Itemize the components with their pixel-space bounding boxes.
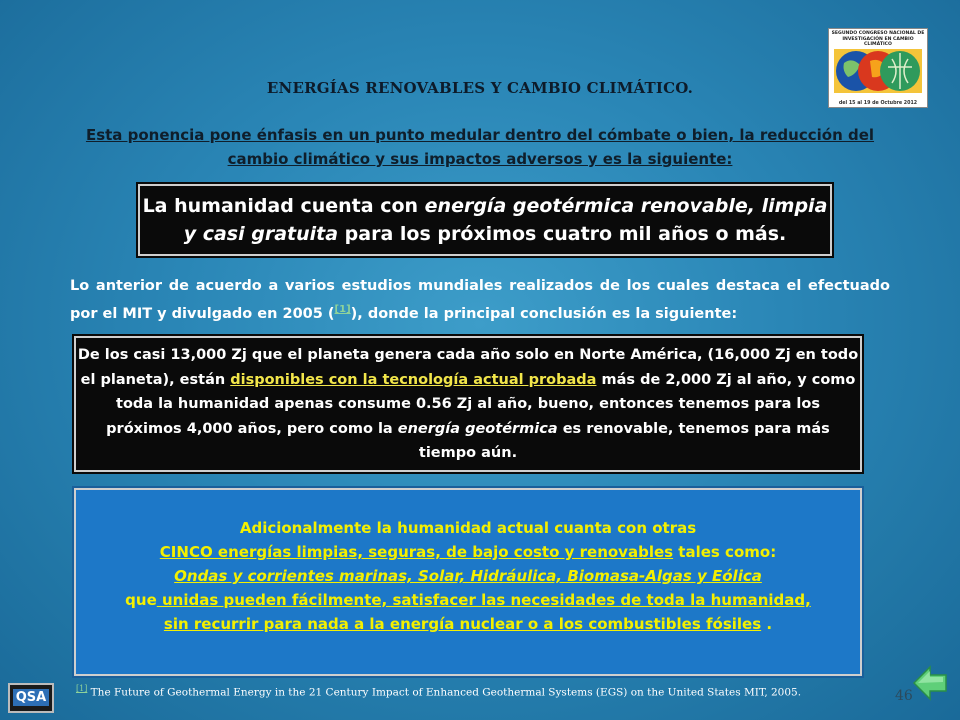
- mit-text-2: ), donde la principal conclusión es la siguiente:: [350, 305, 738, 322]
- qsa-logo-label: QSA: [13, 689, 49, 706]
- conclusion-text-1: De los casi 13,000 Zj que el planeta genera cada año solo en Norte América, (16,000 Zj en todo el planeta), están: [77, 347, 859, 388]
- footnote-text: The Future of Geothermal Energy in the 21 Century Impact of Enhanced Geothermal Systems (EGS) on the United States MIT, 2005.: [87, 686, 802, 699]
- conference-logo-header: SEGUNDO CONGRESO NACIONAL DE INVESTIGACIÓN EN CAMBIO CLIMÁTICO: [831, 31, 925, 47]
- statement-text-2: para los próximos cuatro mil años o más.: [338, 223, 787, 245]
- renewables-line-2: CINCO energías limpias, seguras, de bajo costo y renovables: [159, 543, 674, 561]
- mit-study-paragraph: [70, 274, 890, 326]
- intro-paragraph: [75, 123, 885, 171]
- qsa-logo: [8, 683, 54, 713]
- intro-line-1: Esta ponencia pone énfasis en un punto medular dentro del cómbate o bien, la reducción del: [85, 126, 875, 144]
- back-button[interactable]: [912, 663, 948, 703]
- renewables-line-3: Ondas y corrientes marinas, Solar, Hidráulica, Biomasa-Algas y Eólica: [174, 567, 762, 585]
- slide-title: ENERGÍAS RENOVABLES Y CAMBIO CLIMÁTICO.: [266, 79, 694, 97]
- mit-text-1: Lo anterior de acuerdo a varios estudios mundiales realizados de los cuales destaca el efectuado por el MIT y divulgado en 2005 (: [70, 278, 890, 322]
- footnote-marker[interactable]: [1]: [76, 684, 88, 693]
- renewables-line-4: unidas pueden fácilmente, satisfacer las necesidades de toda la humanidad,: [156, 591, 811, 609]
- renewables-line-5: sin recurrir para nada a la energía nuclear o a los combustibles fósiles: [163, 615, 762, 633]
- geothermal-statement-box: [140, 186, 830, 254]
- footnote: [76, 684, 876, 699]
- footnote-reference-link[interactable]: [1]: [334, 304, 351, 315]
- conclusion-text-3: es renovable, tenemos para más tiempo aún.: [418, 420, 830, 461]
- intro-line-2: cambio climático y sus impactos adversos y es la siguiente:: [227, 150, 733, 168]
- conclusion-italic: energía geotérmica: [397, 420, 558, 437]
- conclusion-highlight: disponibles con la tecnología actual probada: [230, 371, 597, 388]
- renewables-line-1: Adicionalmente la humanidad actual cuanta con otras: [239, 519, 697, 537]
- renewables-line-4-pre: que: [125, 591, 157, 609]
- renewables-box: [76, 490, 860, 674]
- page-number: 46: [895, 688, 913, 704]
- renewables-line-2-rest: tales como:: [673, 543, 777, 561]
- conference-logo-dates: del 15 al 19 de Octubre 2012: [838, 101, 918, 106]
- renewables-line-5-end: .: [761, 615, 773, 633]
- mit-conclusion-box: [76, 338, 860, 470]
- back-arrow-icon: [912, 663, 948, 703]
- statement-italic: energía geotérmica renovable, limpia y casi gratuita: [183, 195, 828, 245]
- statement-text-1: La humanidad cuenta con: [142, 195, 425, 217]
- conclusion-text-2: más de 2,000 Zj al año, y como toda la humanidad apenas consume 0.56 Zj al año, bueno, entonces tenemos para los próximos 4,000 años, pero como la: [106, 371, 856, 437]
